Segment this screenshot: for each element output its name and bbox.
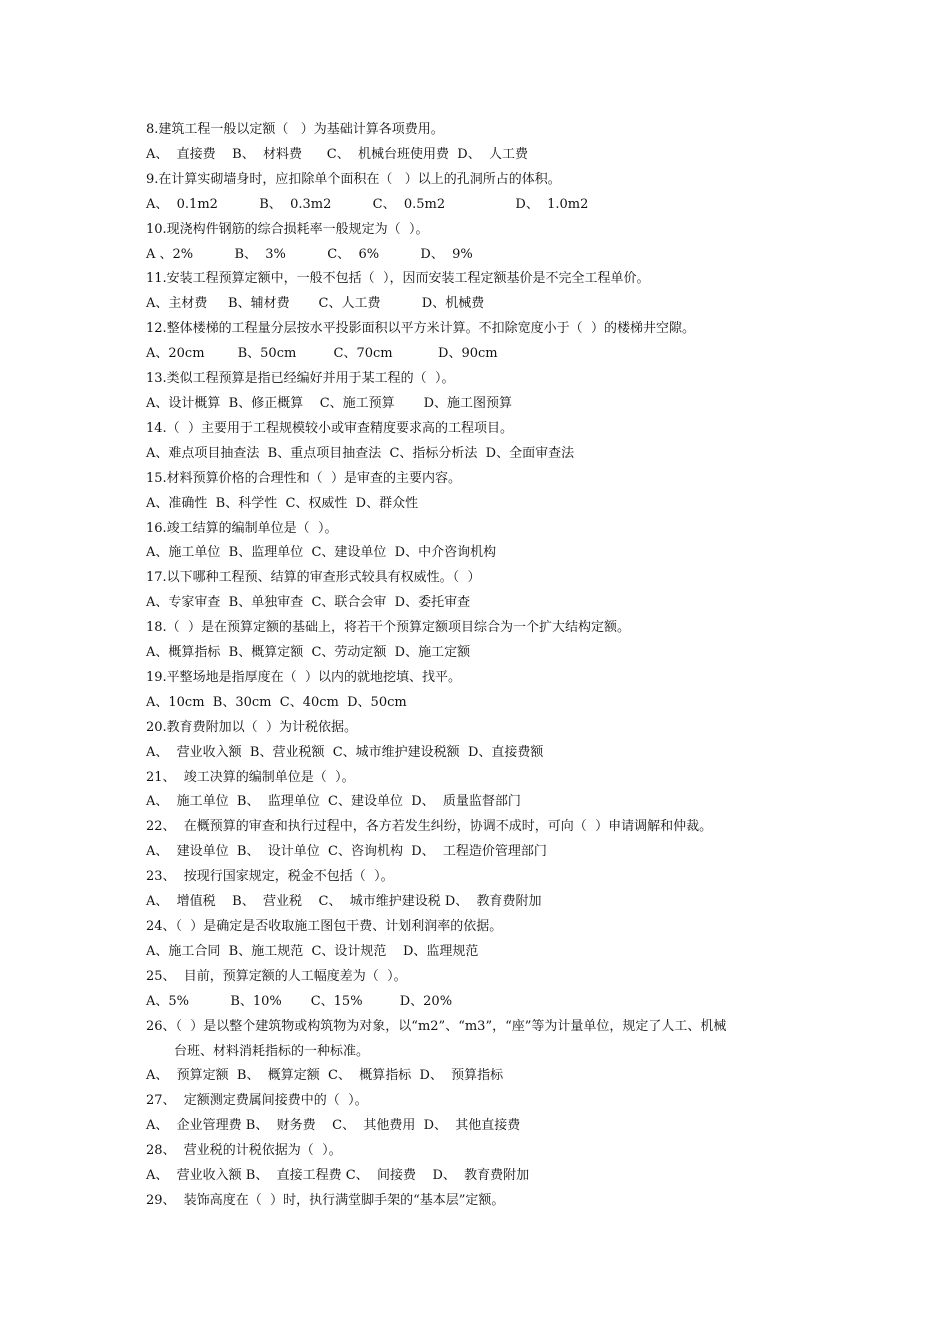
answer-options: A、10cm B、30cm C、40cm D、50cm [146,694,407,710]
question-text: 17.以下哪种工程预、结算的审查形式较具有权威性。（ ） [146,570,481,586]
question-text: 9.在计算实砌墙身时，应扣除单个面积在（ ）以上的孔洞所占的体积。 [146,171,561,187]
question-text: 29、 装饰高度在（ ）时，执行满堂脚手架的“基本层”定额。 [146,1192,505,1208]
question-text: 28、 营业税的计税依据为（ ）。 [146,1143,342,1159]
question-text: 21、 竣工决算的编制单位是（ ）。 [146,769,355,785]
question-text: 19.平整场地是指厚度在（ ）以内的就地挖填、找平。 [146,669,461,685]
answer-options: A、难点项目抽查法 B、重点项目抽查法 C、指标分析法 D、全面审查法 [146,445,575,461]
question-list [146,118,836,1214]
answer-options: A、专家审查 B、单独审查 C、联合会审 D、委托审查 [146,595,471,611]
answer-options: A、20cm B、50cm C、70cm D、90cm [146,346,498,362]
question-text: 台班、材料消耗指标的一种标准。 [174,1043,370,1059]
answer-options: A、概算指标 B、概算定额 C、劳动定额 D、施工定额 [146,645,471,661]
question-text: 8.建筑工程一般以定额（ ）为基础计算各项费用。 [146,122,444,137]
question-text: 18.（ ）是在预算定额的基础上，将若干个预算定额项目综合为一个扩大结构定额。 [146,620,630,636]
answer-options: A、 营业收入额 B、营业税额 C、城市维护建设税额 D、直接费额 [146,744,544,760]
answer-options: A、 0.1m2 B、 0.3m2 C、 0.5m2 D、 1.0m2 [146,196,589,212]
question-text: 20.教育费附加以（ ）为计税依据。 [146,719,357,735]
answer-options: A、 直接费 B、 材料费 C、 机械台班使用费 D、 人工费 [146,146,528,162]
question-text: 23、 按现行国家规定，税金不包括（ ）。 [146,869,394,885]
question-text: 15.材料预算价格的合理性和（ ）是审查的主要内容。 [146,470,461,486]
answer-options: A、 营业收入额 B、 直接工程费 C、 间接费 D、 教育费附加 [146,1168,530,1184]
answer-options: A、 预算定额 B、 概算定额 C、 概算指标 D、 预算指标 [146,1068,504,1084]
question-text: 27、 定额测定费属间接费中的（ ）。 [146,1093,368,1109]
question-text: 11.安装工程预算定额中，一般不包括（ ），因而安装工程定额基价是不完全工程单价。 [146,271,650,287]
question-text: 13.类似工程预算是指已经编好并用于某工程的（ ）。 [146,371,455,387]
answer-options: A、 建设单位 B、 设计单位 C、咨询机构 D、 工程造价管理部门 [146,844,547,860]
answer-options: A 、2% B、 3% C、 6% D、 9% [146,246,473,262]
answer-options: A、5% B、10% C、15% D、20% [146,993,453,1009]
question-text: 24、（ ）是确定是否收取施工图包干费、计划利润率的依据。 [146,919,503,934]
answer-options: A、施工单位 B、监理单位 C、建设单位 D、中介咨询机构 [146,545,497,561]
answer-options: A、 施工单位 B、 监理单位 C、建设单位 D、 质量监督部门 [146,794,521,810]
question-text: 25、 目前，预算定额的人工幅度差为（ ）。 [146,968,407,984]
answer-options: A、设计概算 B、修正概算 C、施工预算 D、施工图预算 [146,395,513,411]
answer-options: A、主材费 B、辅材费 C、人工费 D、机械费 [146,296,485,312]
question-text: 10.现浇构件钢筋的综合损耗率一般规定为（ ）。 [146,221,429,237]
question-text: 22、 在概预算的审查和执行过程中，各方若发生纠纷，协调不成时，可向（ ）申请调解和仲裁。 [146,819,713,835]
answer-options: A、准确性 B、科学性 C、权威性 D、群众性 [146,495,419,511]
question-text: 12.整体楼梯的工程量分层按水平投影面积以平方米计算。不扣除宽度小于（ ）的楼梯井空隙。 [146,321,695,337]
question-text: 14.（ ）主要用于工程规模较小或审查精度要求高的工程项目。 [146,420,513,436]
question-text: 16.竣工结算的编制单位是（ ）。 [146,520,338,536]
answer-options: A、施工合同 B、施工规范 C、设计规范 D、监理规范 [146,943,479,959]
answer-options: A、 增值税 B、 营业税 C、 城市维护建设税 D、 教育费附加 [146,894,542,910]
question-text: 26、（ ）是以整个建筑物或构筑物为对象，以“m2”、“m3”，“座”等为计量单位，规定了人工、机械 [146,1018,727,1034]
answer-options: A、 企业管理费 B、 财务费 C、 其他费用 D、 其他直接费 [146,1118,521,1134]
